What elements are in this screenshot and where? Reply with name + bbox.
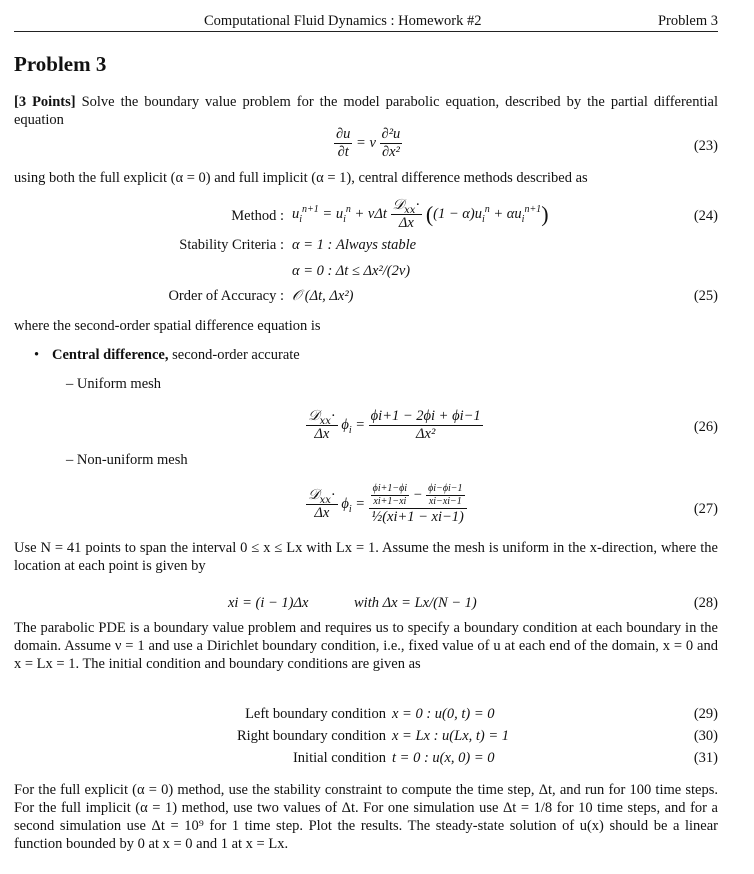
method-equation: $u_i^{n+1} = u_i^n + \nu\Delta t$ $\frac{𝒟_{xx}\cdot}{\Delta x}$ $((1 - \alpha)u_i^n + \alpha u_i^{n+1})$ xyxy=(292,197,549,231)
stability-alpha-1: α = 1 : Always stable xyxy=(292,237,417,253)
eq26-denominator: Δx² xyxy=(416,426,436,442)
condition-initial-label: Initial condition xyxy=(292,750,386,766)
equation-27: $\frac{𝒟_{xx}\cdot}{\Delta x}$ $\phi_i$ = $\frac{\phi i+1-\phi i}{xi+1-xi}$ − $\frac{\phi i-\phi i-1}{xi-xi-1}$ ½(xi+1 − xi−1) xyxy=(306,483,467,526)
points-label: [3 Points] xyxy=(14,94,76,110)
equation-24-number: (24) xyxy=(693,208,718,224)
header-rule xyxy=(14,31,718,32)
final-text: For the full explicit (α = 0) method, use the stability constraint to compute the time step, Δt, and run for 100 time steps. For the full implicit (α = 1) method, use two values of Δt. For one simulation use Δt = 1/8 for 10 time steps, and for a second simulation use Δt = 10⁹ for 1 time step. Plot the results. The steady-state solution of u(x) should be a linear function bounded by 0 at x = 0 and 1 at x = Lx. xyxy=(14,782,718,852)
equation-28-number: (28) xyxy=(693,595,718,611)
eq28-left: xi = (i − 1)Δx xyxy=(228,595,309,611)
using-text: using both the full explicit (α = 0) and full implicit (α = 1), central difference methods described as xyxy=(14,170,588,186)
header-problem: Problem 3 xyxy=(657,13,718,29)
equation-30-number: (30) xyxy=(693,728,718,744)
equation-25-number: (25) xyxy=(693,288,718,304)
nonuniform-mesh-label: – Non-uniform mesh xyxy=(66,452,188,468)
equation-31-number: (31) xyxy=(693,750,718,766)
bvp-text: The parabolic PDE is a boundary value problem and requires us to specify a boundary condition at each boundary in the domain. Assume ν = 1 and use a Dirichlet boundary condition, i.e., fixed value of u at each end of the domain, x = 0 and x = Lx = 1. The initial condition and boundary conditions are given as xyxy=(14,620,718,672)
problem-title: Problem 3 xyxy=(14,52,107,76)
equation-23: $\frac{\partial u}{\partial t}$ = ν $\frac{\text{∂²u}}{\text{∂x²}}$ xyxy=(336,126,401,160)
homework-page: Computational Fluid Dynamics : Homework #2 Problem 3 Problem 3 [3 Points] Solve the boundary value problem for the model parabolic equation, described by the partial differential equation $\frac{\partial u}{\partial t}$ = ν $\frac{\text{∂²u}}{\text{∂x²}}$ (23) using both the full explicit (α = 0) and full implicit (α = 1), central difference methods described as Method : $u_i^{n+1} = u_i^n + \nu\Delta t$ $\frac{𝒟_{xx}\cdot}{\Delta x}$ $((1 - \alpha)u_i^n + \alpha u_i^{n+1})$ (24) Stability Criteria : α = 1 : Always stable α = 0 : Δt ≤ Δx²/(2ν) Order of Accuracy : 𝒪 (Δt, Δx²) (25) where the second-order spatial difference equation is • Central difference, second-order accurate – Uniform mesh $\frac{𝒟_{xx}\cdot}{\Delta x}$ $\phi_i$ = $\frac{\phi i+1 - 2\phi i + \phi i-1}{\text{Δx²}}$ (26) – Non-uniform mesh $\frac{𝒟_{xx}\cdot}{\Delta x}$ $\phi_i$ = $\frac{\phi i+1-\phi i}{xi+1-xi}$ − $\frac{\phi i-\phi i-1}{xi-xi-1}$ ½(xi+1 − xi−1) (27) Use N = 41 points to span the interval 0 ≤ x ≤ Lx with Lx = 1. Assume the mesh is uniform in the x-direction, where the location at each point is given by xi = (i − 1)Δx with Δx = Lx/(N − 1) (28) The parabolic PDE is a boundary value problem and requires us to specify a boundary condition at each boundary in the domain. Assume ν = 1 and use a Dirichlet boundary condition, i.e., fixed value of u at each end of the domain, x = 0 and x = Lx = 1. The initial condition and boundary conditions are given as Left boundary condition x = 0 : u(0, t) = 0 (29) Right boundary condition x = Lx : u(Lx, t) = 1 (30) Initial condition t = 0 : u(x, 0) = 0 (31) For the full explicit (α = 0) method, use the stability constraint to compute the time step, Δt, and run for 100 time steps. For the full implicit (α = 1) method, use two values of Δt. For one simulation use Δt = 1/8 for 10 time steps, and for a second simulation use Δt = 10⁹ for 1 time step. Plot the results. The steady-state solution of u(x) should be a linear function bounded by 0 at x = 0 and 1 at x = Lx. xyxy=(14,13,718,852)
method-label: Method : xyxy=(231,208,284,224)
condition-initial: t = 0 : u(x, 0) = 0 xyxy=(392,750,495,766)
stability-alpha-0: α = 0 : Δt ≤ Δx²/(2ν) xyxy=(292,263,411,279)
intro-text: Solve the boundary value problem for the model parabolic equation, described by the partial differential equation xyxy=(14,94,718,128)
stability-label: Stability Criteria : xyxy=(179,237,284,253)
eq28-right: with Δx = Lx/(N − 1) xyxy=(354,595,477,611)
eq26-numerator: ϕi+1 − 2ϕi + ϕi−1 xyxy=(370,408,481,424)
equation-26-number: (26) xyxy=(693,419,718,435)
page-header xyxy=(14,12,718,30)
equation-29-number: (29) xyxy=(693,706,718,722)
uniform-mesh-label: – Uniform mesh xyxy=(66,376,162,392)
where-text: where the second-order spatial difference equation is xyxy=(14,318,321,334)
bullet-dot: • xyxy=(34,347,40,363)
use-text: Use N = 41 points to span the interval 0 ≤ x ≤ Lx with Lx = 1. Assume the mesh is uniform in the x-direction, where the location at each point is given by xyxy=(14,540,718,574)
condition-right-label: Right boundary condition xyxy=(236,728,386,744)
condition-right: x = Lx : u(Lx, t) = 1 xyxy=(392,728,510,744)
order-label: Order of Accuracy : xyxy=(168,288,284,304)
intro-paragraph xyxy=(14,93,718,129)
eq27-denominator: ½(xi+1 − xi−1) xyxy=(371,509,464,525)
order-value: 𝒪 (Δt, Δx²) xyxy=(292,288,354,304)
condition-left: x = 0 : u(0, t) = 0 xyxy=(392,706,495,722)
equation-27-number: (27) xyxy=(693,501,718,517)
condition-left-label: Left boundary condition xyxy=(245,706,386,722)
equation-26: $\frac{𝒟_{xx}\cdot}{\Delta x}$ $\phi_i$ = $\frac{\phi i+1 - 2\phi i + \phi i-1}{\text{Δx²}}$ xyxy=(308,408,481,442)
header-title: Computational Fluid Dynamics : Homework #2 xyxy=(204,13,482,29)
equation-23-number: (23) xyxy=(693,138,718,154)
